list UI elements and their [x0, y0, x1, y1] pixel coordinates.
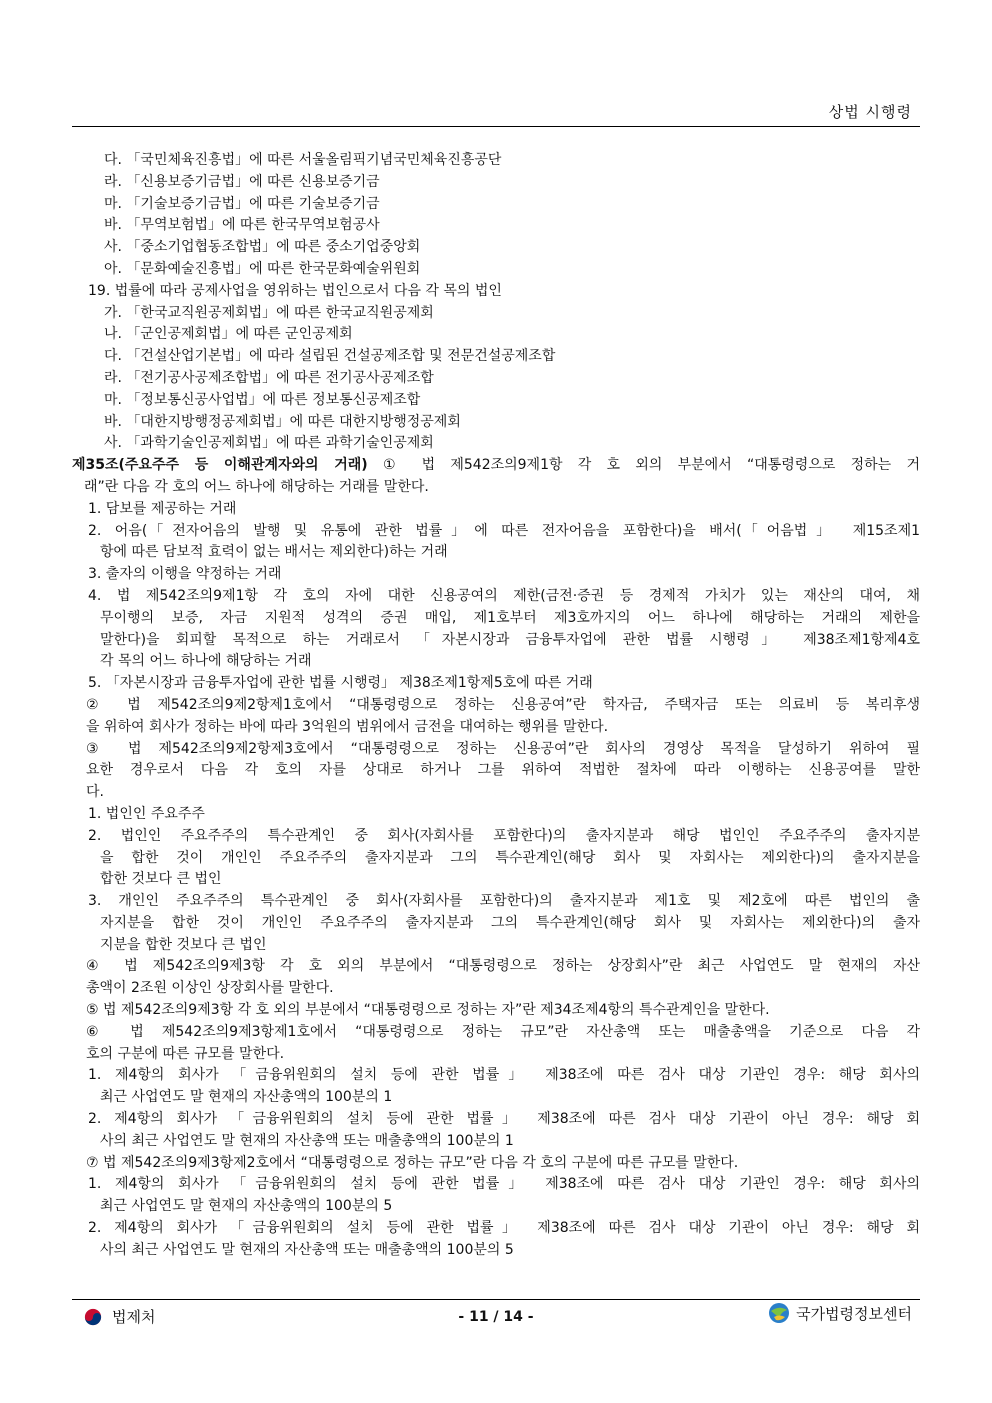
line-text: 라. 「신용보증기금법」에 따른 신용보증기금	[104, 173, 380, 190]
text-line	[72, 651, 920, 673]
line-text: 을 합한 것이 개인인 주요주주의 출자지분과 그의 특수관계인(해당 회사 및 자회사는 제외한다)의 출자지분을	[100, 849, 920, 866]
line-text: 나. 「군인공제회법」에 따른 군인공제회	[104, 326, 353, 343]
line-text: 3. 출자의 이행을 약정하는 거래	[88, 566, 282, 583]
text-line	[72, 608, 920, 630]
text-line	[72, 1044, 920, 1066]
text-line	[72, 499, 920, 521]
line-text: 자지분을 합한 것이 개인인 주요주주의 출자지분과 그의 특수관계인(해당 회사 및 자회사는 제외한다)의 출자	[100, 914, 920, 931]
page-footer	[72, 1306, 920, 1332]
text-line	[72, 956, 920, 978]
line-text: 1. 담보를 제공하는 거래	[88, 500, 237, 517]
line-text: 다. 「국민체육진흥법」에 따른 서울올림픽기념국민체육진흥공단	[104, 152, 502, 168]
line-text: 각 목의 어느 하나에 해당하는 거래	[100, 653, 312, 670]
line-text: 1. 제4항의 회사가 「금융위원회의 설치 등에 관한 법률」 제38조에 따른 검사 대상 기관인 경우: 해당 회사의	[88, 1176, 920, 1193]
text-line	[72, 259, 920, 281]
text-line	[72, 782, 920, 804]
text-line	[72, 869, 920, 891]
line-text: 5. 「자본시장과 금융투자업에 관한 법률 시행령」 제38조제1항제5호에 따른 거래	[88, 675, 593, 692]
text-line	[72, 172, 920, 194]
line-text: 4. 법 제542조의9제1항 각 호의 자에 대한 신용공여의 제한(금전·증권 등 경제적 가치가 있는 재산의 대여, 채	[88, 587, 920, 604]
line-text: 2. 제4항의 회사가 「금융위원회의 설치 등에 관한 법률」 제38조에 따른 검사 대상 기관이 아닌 경우: 해당 회	[88, 1220, 920, 1237]
text-line	[72, 150, 920, 172]
line-text: 을 위하여 회사가 정하는 바에 따라 3억원의 범위에서 금전을 대여하는 행위를 말한다.	[86, 718, 609, 735]
text-line	[72, 237, 920, 259]
line-text: 사. 「과학기술인공제회법」에 따른 과학기술인공제회	[104, 435, 434, 452]
line-text: 호의 구분에 따른 규모를 말한다.	[86, 1045, 285, 1062]
line-text: 다. 「건설산업기본법」에 따라 설립된 건설공제조합 및 전문건설공제조합	[104, 348, 556, 365]
text-line	[72, 1000, 920, 1022]
text-line	[72, 281, 920, 303]
document-body	[72, 150, 920, 1262]
line-text: ④ 법 제542조의9제3항 각 호 외의 부분에서 “대통령령으로 정하는 상장회사”란 최근 사업연도 말 현재의 자산	[86, 958, 920, 975]
footer-divider	[72, 1299, 920, 1300]
line-text: 2. 어음(「전자어음의 발행 및 유통에 관한 법률」에 따른 전자어음을 포함한다)을 배서(「어음법」 제15조제1	[88, 522, 920, 539]
line-text: 2. 법인인 주요주주의 특수관계인 중 회사(자회사를 포함한다)의 출자지분과 해당 법인인 주요주주의 출자지분	[88, 827, 920, 844]
line-text: 19. 법률에 따라 공제사업을 영위하는 법인으로서 다음 각 목의 법인	[88, 282, 502, 299]
text-line	[72, 673, 920, 695]
text-line	[72, 913, 920, 935]
text-line	[72, 935, 920, 957]
line-text: 1. 법인인 주요주주	[88, 805, 205, 822]
page-header-title: 상법 시행령	[828, 103, 912, 121]
line-text: ② 법 제542조의9제2항제1호에서 “대통령령으로 정하는 신용공여”란 학자금, 주택자금 또는 의료비 등 복리후생	[86, 696, 920, 713]
text-line	[72, 368, 920, 390]
text-line	[72, 1218, 920, 1240]
text-line	[72, 1131, 920, 1153]
text-line	[72, 346, 920, 368]
text-line	[72, 848, 920, 870]
line-text: ⑦ 법 제542조의9제3항제2호에서 “대통령령으로 정하는 규모”란 다음 각 호의 구분에 따른 규모를 말한다.	[86, 1154, 739, 1171]
line-text: 마. 「기술보증기금법」에 따른 기술보증기금	[104, 195, 380, 212]
text-line	[72, 215, 920, 237]
footer-right	[768, 1302, 912, 1324]
text-line	[72, 477, 920, 499]
line-text: 마. 「정보통신공사업법」에 따른 정보통신공제조합	[104, 391, 421, 408]
line-text: 합한 것보다 큰 법인	[100, 871, 222, 888]
line-text: 지분을 합한 것보다 큰 법인	[100, 936, 267, 953]
line-text: 최근 사업연도 말 현재의 자산총액의 100분의 1	[100, 1089, 393, 1106]
text-line	[72, 542, 920, 564]
text-line	[72, 303, 920, 325]
line-text: ⑥ 법 제542조의9제3항제1호에서 “대통령령으로 정하는 규모”란 자산총액 또는 매출총액을 기준으로 다음 각	[86, 1023, 920, 1040]
line-text: 요한 경우로서 다음 각 호의 자를 상대로 하거나 그를 위하여 적법한 절차에 따라 이행하는 신용공여를 말한	[86, 762, 920, 779]
text-line	[72, 717, 920, 739]
line-text: 말한다)을 회피할 목적으로 하는 거래로서 「자본시장과 금융투자업에 관한 법률 시행령」 제38조제1항제4호	[100, 631, 920, 648]
line-text: 2. 제4항의 회사가 「금융위원회의 설치 등에 관한 법률」 제38조에 따른 검사 대상 기관이 아닌 경우: 해당 회	[88, 1111, 920, 1128]
text-line	[72, 1109, 920, 1131]
line-text: 가. 「한국교직원공제회법」에 따른 한국교직원공제회	[104, 304, 434, 321]
law-info-center-logo-icon	[768, 1302, 790, 1324]
text-line	[72, 1065, 920, 1087]
text-line	[72, 433, 920, 455]
text-line	[72, 1153, 920, 1175]
text-line	[72, 1022, 920, 1044]
line-text: 사. 「중소기업협동조합법」에 따른 중소기업중앙회	[104, 239, 421, 256]
footer-org-label: 법제처	[112, 1308, 156, 1326]
line-text: 항에 따른 담보적 효력이 없는 배서는 제외한다)하는 거래	[100, 544, 448, 561]
line-text: 사의 최근 사업연도 말 현재의 자산총액 또는 매출총액의 100분의 1	[100, 1132, 514, 1149]
line-text: 라. 「전기공사공제조합법」에 따른 전기공사공제조합	[104, 369, 434, 386]
line-text: 사의 최근 사업연도 말 현재의 자산총액 또는 매출총액의 100분의 5	[100, 1241, 514, 1258]
text-line	[72, 739, 920, 761]
line-text: ⑤ 법 제542조의9제3항 각 호 외의 부분에서 “대통령령으로 정하는 자”란 제34조제4항의 특수관계인을 말한다.	[86, 1002, 770, 1019]
text-line	[72, 826, 920, 848]
header-divider	[72, 126, 920, 127]
text-line	[72, 630, 920, 652]
page-number: - 11 / 14 -	[458, 1309, 534, 1325]
text-line	[72, 1196, 920, 1218]
text-line	[72, 695, 920, 717]
text-line	[72, 390, 920, 412]
text-line	[72, 804, 920, 826]
text-line	[72, 564, 920, 586]
text-line	[72, 521, 920, 543]
text-line	[72, 978, 920, 1000]
line-text: 총액이 2조원 이상인 상장회사를 말한다.	[86, 980, 334, 997]
line-text: 무이행의 보증, 자금 지원적 성격의 증권 매입, 제1호부터 제3호까지의 어느 하나에 해당하는 거래의 제한을	[100, 609, 920, 626]
line-text: 바. 「무역보험법」에 따른 한국무역보험공사	[104, 217, 380, 234]
text-line	[72, 455, 920, 477]
text-line	[72, 760, 920, 782]
line-text: ① 법 제542조의9제1항 각 호 외의 부분에서 “대통령령으로 정하는 거	[367, 457, 920, 474]
text-line	[72, 194, 920, 216]
text-line	[72, 1240, 920, 1262]
text-line	[72, 412, 920, 434]
text-line	[72, 586, 920, 608]
line-text: 다.	[86, 784, 104, 801]
line-text: 아. 「문화예술진흥법」에 따른 한국문화예술위원회	[104, 260, 421, 277]
article-heading: 제35조(주요주주 등 이해관계자와의 거래)	[72, 457, 368, 474]
text-line	[72, 324, 920, 346]
line-text: ③ 법 제542조의9제2항제3호에서 “대통령령으로 정하는 신용공여”란 회사의 경영상 목적을 달성하기 위하여 필	[86, 740, 920, 757]
line-text: 바. 「대한지방행정공제회법」에 따른 대한지방행정공제회	[104, 413, 461, 430]
footer-center-label: 국가법령정보센터	[796, 1304, 912, 1323]
line-text: 3. 개인인 주요주주의 특수관계인 중 회사(자회사를 포함한다)의 출자지분과 제1호 및 제2호에 따른 법인의 출	[88, 893, 920, 910]
line-text: 래”란 다음 각 호의 어느 하나에 해당하는 거래를 말한다.	[84, 478, 429, 495]
line-text: 1. 제4항의 회사가 「금융위원회의 설치 등에 관한 법률」 제38조에 따른 검사 대상 기관인 경우: 해당 회사의	[88, 1067, 920, 1084]
line-text: 최근 사업연도 말 현재의 자산총액의 100분의 5	[100, 1198, 393, 1215]
text-line	[72, 1087, 920, 1109]
text-line	[72, 891, 920, 913]
text-line	[72, 1174, 920, 1196]
